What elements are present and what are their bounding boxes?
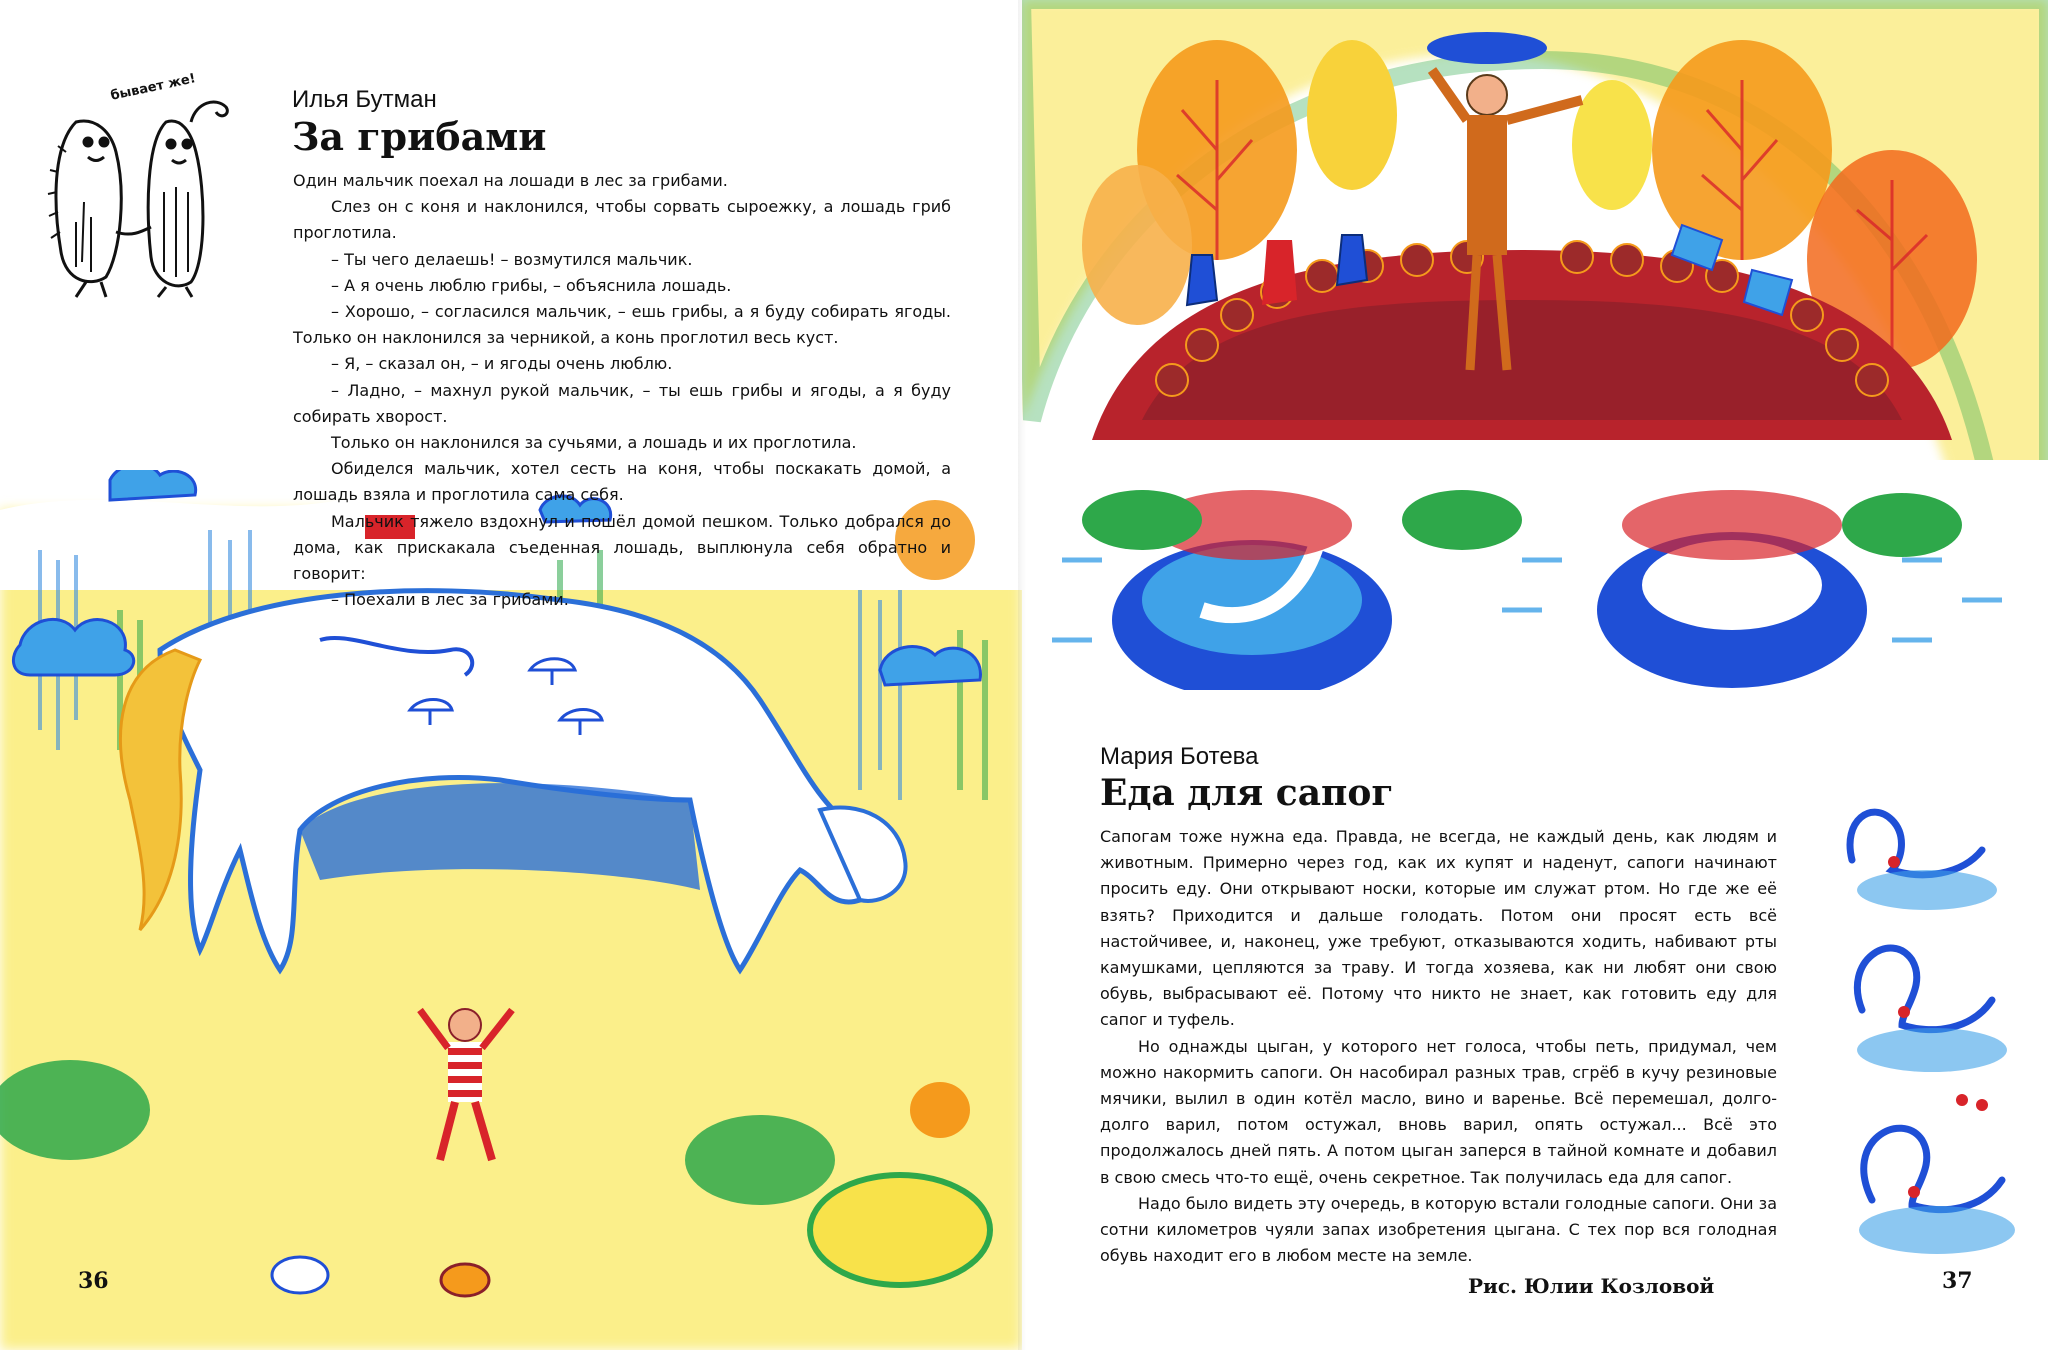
spine-gutter [1018, 0, 1026, 1350]
left-paragraph: – Хорошо, – согласился мальчик, – ешь грибы, а я буду собирать ягоды. Только он наклонился за черникой, а конь проглотил весь куст. [293, 302, 951, 348]
left-author: Илья Бутман [292, 86, 437, 113]
right-story-text [1100, 824, 1777, 1269]
left-paragraph: – Ладно, – махнул рукой мальчик, – ты ешь грибы и ягоды, а я буду собирать хворост. [293, 380, 951, 426]
left-title: За грибами [292, 114, 547, 159]
illustration-credit: Рис. Юлии Козловой [1468, 1274, 1715, 1298]
left-paragraph: Один мальчик поехал на лошади в лес за грибами. [293, 171, 728, 190]
right-paragraph: Надо было видеть эту очередь, в которую встали голодные сапоги. Они за сотни километров чуяли запах изобретения цыгана. С тех пор вся голодная обувь находит его в любом месте на земле. [1100, 1193, 1777, 1266]
left-paragraph: – А я очень люблю грибы, – объяснила лошадь. [331, 275, 732, 295]
left-paragraph: – Я, – сказал он, – и ягоды очень люблю. [331, 354, 673, 374]
left-page-number: 36 [78, 1268, 109, 1294]
left-paragraph: – Поехали в лес за грибами. [331, 590, 569, 610]
left-story-text [293, 168, 951, 613]
swan-illustration [1832, 780, 2022, 1320]
left-paragraph: Только он наклонился за сучьями, а лошадь и их проглотила. [331, 433, 857, 453]
right-page-number: 37 [1942, 1268, 1973, 1294]
hedgehog-cucumber-mascot-icon [46, 82, 246, 302]
left-page [0, 0, 1022, 1350]
right-paragraph: Сапогам тоже нужна еда. Правда, не всегда, не каждый день, как людям и животным. Примерно через год, как их купят и наденут, сапоги начинают просить еду. Они открывают носки, которые им служат ртом. Но где же её взять? Приходится и дальше голодать. Потом они просят есть всё настойчивее, и, наконец, уже требуют, отказываются ходить, набивают рты камушками, цепляются за траву. И тогда хозяева, как ни любят они свою обувь, выбрасывают её. Потому что никто не знает, как готовить еду для сапог и туфель. [1100, 827, 1777, 1030]
left-paragraph: Мальчик тяжело вздохнул и пошёл домой пешком. Только добрался до дома, как прискакала съеденная лошадь, выплюнула себя обратно и говорит: [293, 511, 951, 584]
right-page [1022, 0, 2048, 1350]
left-paragraph: Слез он с коня и наклонился, чтобы сорвать сыроежку, а лошадь гриб проглотила. [293, 197, 951, 243]
right-paragraph: Но однажды цыган, у которого нет голоса, чтобы петь, придумал, чем можно накормить сапоги. Он насобирал разных трав, сгрёб в кучу резиновые мячики, вылил в один котёл масло, вино и варенье. Всё перемешал, долго-долго варил, потом остужал, вновь варил, опять остужал... Всё это продолжалось дней пять. А потом цыган заперся в тайной комнате и добавил в свою смесь что-то ещё, очень секретное. Так получилась еда для сапог. [1100, 1036, 1777, 1187]
right-author: Мария Ботева [1100, 743, 1259, 770]
badge-label: бывает же! [109, 71, 198, 104]
right-title: Еда для сапог [1100, 772, 1394, 814]
left-paragraph: – Ты чего делаешь! – возмутился мальчик. [331, 249, 693, 269]
boots-feast-illustration [1022, 0, 2048, 690]
left-paragraph: Обиделся мальчик, хотел сесть на коня, чтобы поскакать домой, а лошадь взяла и проглотила сама себя. [293, 459, 951, 505]
